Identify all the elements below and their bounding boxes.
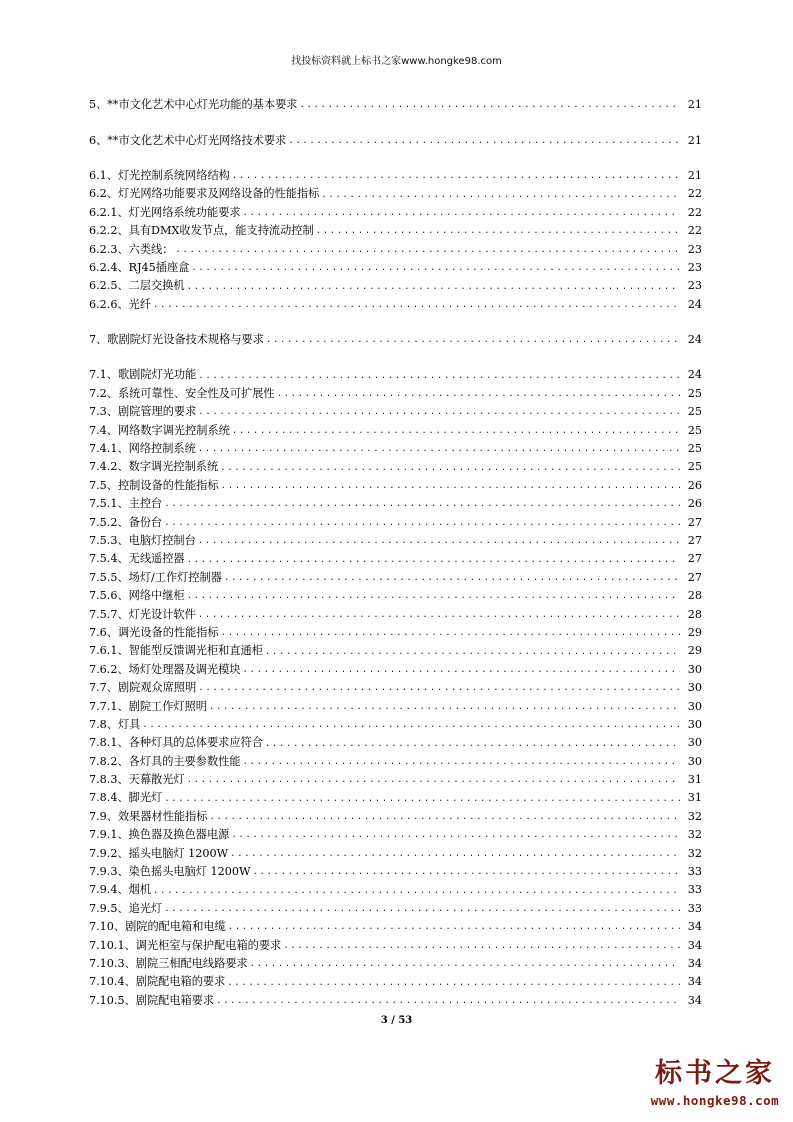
toc-entry[interactable] bbox=[89, 767, 702, 785]
toc-entry[interactable] bbox=[89, 163, 702, 181]
toc-entry[interactable] bbox=[89, 381, 702, 399]
toc-entry[interactable] bbox=[89, 749, 702, 767]
toc-entry[interactable] bbox=[89, 528, 702, 546]
toc-entry-title: 7.6、调光设备的性能指标 bbox=[89, 625, 219, 639]
toc-entry-title: 7.5.7、灯光设计软件 bbox=[89, 607, 196, 621]
toc-entry[interactable] bbox=[89, 951, 702, 969]
toc-entry[interactable] bbox=[89, 693, 702, 711]
toc-leader-dots bbox=[243, 666, 680, 675]
toc-leader-dots bbox=[198, 611, 680, 620]
toc-leader-dots bbox=[321, 191, 680, 200]
toc-entry-page: 33 bbox=[687, 901, 702, 915]
toc-leader-dots bbox=[153, 301, 680, 310]
toc-leader-dots bbox=[266, 336, 680, 345]
brand-watermark bbox=[640, 1060, 790, 1108]
toc-leader-dots bbox=[198, 537, 680, 546]
toc-entry[interactable] bbox=[89, 583, 702, 601]
toc-entry-page: 32 bbox=[687, 809, 702, 823]
toc-entry-title: 7.8.1、各种灯具的总体要求应符合 bbox=[89, 736, 263, 750]
toc-entry-page: 25 bbox=[687, 460, 702, 474]
toc-entry[interactable] bbox=[89, 181, 702, 199]
toc-entry-page: 21 bbox=[687, 168, 702, 182]
toc-leader-dots bbox=[232, 172, 680, 181]
table-of-contents bbox=[89, 92, 702, 1006]
toc-entry-title: 7.9.4、烟机 bbox=[89, 883, 152, 897]
toc-leader-dots bbox=[243, 758, 680, 767]
toc-entry-page: 33 bbox=[687, 865, 702, 879]
toc-entry-title: 7.5、控制设备的性能指标 bbox=[89, 478, 219, 492]
toc-entry-page: 26 bbox=[687, 497, 702, 511]
toc-entry-page: 34 bbox=[687, 938, 702, 952]
toc-entry-page: 21 bbox=[687, 98, 702, 112]
toc-entry[interactable] bbox=[89, 638, 702, 656]
toc-entry[interactable] bbox=[89, 969, 702, 987]
toc-entry-page: 32 bbox=[687, 828, 702, 842]
toc-entry[interactable] bbox=[89, 804, 702, 822]
toc-entry-page: 28 bbox=[687, 607, 702, 621]
toc-entry[interactable] bbox=[89, 273, 702, 291]
toc-entry-title: 7.4.1、网络控制系统 bbox=[89, 442, 196, 456]
toc-entry-page: 29 bbox=[687, 625, 702, 639]
toc-entry[interactable] bbox=[89, 712, 702, 730]
toc-leader-dots bbox=[243, 209, 680, 218]
toc-leader-dots bbox=[198, 445, 680, 454]
toc-entry-title: 7.6.1、智能型反馈调光柜和直通柜 bbox=[89, 644, 263, 658]
toc-leader-dots bbox=[220, 464, 680, 473]
toc-leader-dots bbox=[216, 997, 680, 1006]
toc-entry[interactable] bbox=[89, 932, 702, 950]
toc-entry[interactable] bbox=[89, 473, 702, 491]
toc-entry[interactable] bbox=[89, 218, 702, 236]
toc-leader-dots bbox=[187, 776, 680, 785]
toc-entry-title: 6.2.4、RJ45插座盒 bbox=[89, 260, 190, 274]
toc-leader-dots bbox=[164, 500, 680, 509]
toc-entry-page: 31 bbox=[687, 773, 702, 787]
toc-entry-title: 7.10.3、剧院三相配电线路要求 bbox=[89, 956, 248, 970]
toc-leader-dots bbox=[209, 703, 680, 712]
toc-leader-dots bbox=[228, 923, 680, 932]
toc-leader-dots bbox=[277, 390, 680, 399]
toc-entry-page: 30 bbox=[687, 736, 702, 750]
toc-entry-title: 7.10.4、剧院配电箱的要求 bbox=[89, 975, 226, 989]
toc-entry[interactable] bbox=[89, 620, 702, 638]
toc-entry[interactable] bbox=[89, 417, 702, 435]
toc-leader-dots bbox=[253, 868, 681, 877]
toc-entry-title: 7.2、系统可靠性、安全性及可扩展性 bbox=[89, 386, 275, 400]
toc-entry[interactable] bbox=[89, 255, 702, 273]
toc-entry-page: 31 bbox=[687, 791, 702, 805]
toc-entry-title: 7.5.3、电脑灯控制台 bbox=[89, 534, 196, 547]
toc-entry[interactable] bbox=[89, 546, 702, 564]
toc-leader-dots bbox=[191, 264, 680, 273]
toc-entry-page: 27 bbox=[687, 534, 702, 547]
toc-entry[interactable] bbox=[89, 896, 702, 914]
toc-entry-title: 7.9.5、追光灯 bbox=[89, 901, 163, 915]
toc-leader-dots bbox=[164, 905, 680, 914]
toc-entry-title: 7.6.2、场灯处理器及调光模块 bbox=[89, 662, 241, 676]
toc-entry-page: 34 bbox=[687, 993, 702, 1007]
toc-entry-title: 7.3、剧院管理的要求 bbox=[89, 405, 197, 419]
toc-entry-page: 30 bbox=[687, 662, 702, 676]
toc-leader-dots bbox=[187, 556, 680, 565]
toc-leader-dots bbox=[164, 795, 680, 804]
toc-entry-page: 27 bbox=[687, 552, 702, 566]
toc-leader-dots bbox=[153, 887, 680, 896]
toc-leader-dots bbox=[175, 246, 680, 255]
toc-leader-dots bbox=[288, 137, 680, 146]
toc-entry-page: 27 bbox=[687, 515, 702, 529]
toc-entry-page: 34 bbox=[687, 975, 702, 989]
toc-entry-title: 7.4.2、数字调光控制系统 bbox=[89, 460, 219, 474]
toc-entry-page: 23 bbox=[687, 242, 702, 256]
toc-entry-title: 7.5.4、无线遥控器 bbox=[89, 552, 185, 566]
toc-entry[interactable] bbox=[89, 200, 702, 218]
brand-url: www.hongke98.com bbox=[650, 1093, 780, 1108]
toc-entry-title: 7.5.6、网络中继柜 bbox=[89, 589, 185, 603]
toc-leader-dots bbox=[209, 813, 680, 822]
toc-entry-title: 7.9.2、摇头电脑灯 1200W bbox=[89, 846, 229, 860]
toc-entry[interactable] bbox=[89, 730, 702, 748]
toc-entry[interactable] bbox=[89, 399, 702, 417]
toc-entry[interactable] bbox=[89, 914, 702, 932]
toc-leader-dots bbox=[224, 574, 680, 583]
toc-entry-page: 24 bbox=[687, 368, 702, 382]
toc-entry-page: 24 bbox=[687, 297, 702, 311]
toc-entry-page: 27 bbox=[687, 570, 702, 584]
toc-entry[interactable] bbox=[89, 362, 702, 380]
toc-entry-title: 7.7、剧院观众席照明 bbox=[89, 681, 197, 695]
toc-entry-title: 6.2.6、光纤 bbox=[89, 297, 152, 311]
toc-entry[interactable] bbox=[89, 127, 702, 145]
toc-leader-dots bbox=[198, 408, 680, 417]
toc-entry-title: 7.5.5、场灯/工作灯控制器 bbox=[89, 570, 222, 584]
toc-entry[interactable] bbox=[89, 988, 702, 1006]
toc-entry-title: 7.10.1、调光柜室与保护配电箱的要求 bbox=[89, 938, 282, 952]
toc-entry-page: 30 bbox=[687, 754, 702, 768]
toc-leader-dots bbox=[164, 519, 680, 528]
toc-entry-page: 23 bbox=[687, 279, 702, 293]
toc-entry[interactable] bbox=[89, 436, 702, 454]
toc-entry-title: 7.9.3、染色摇头电脑灯 1200W bbox=[89, 865, 251, 879]
toc-entry-page: 25 bbox=[687, 386, 702, 400]
toc-entry-page: 21 bbox=[687, 133, 702, 147]
toc-entry-page: 22 bbox=[687, 224, 702, 238]
toc-entry[interactable] bbox=[89, 859, 702, 877]
toc-leader-dots bbox=[283, 942, 680, 951]
toc-entry-title: 7.10、剧院的配电箱和电缆 bbox=[89, 920, 226, 934]
toc-entry-title: 7.8.4、脚光灯 bbox=[89, 791, 163, 805]
toc-leader-dots bbox=[198, 372, 680, 381]
toc-entry-title: 7.8.2、各灯具的主要参数性能 bbox=[89, 754, 241, 768]
toc-entry[interactable] bbox=[89, 292, 702, 310]
toc-entry-page: 22 bbox=[687, 187, 702, 201]
toc-leader-dots bbox=[198, 684, 680, 693]
toc-entry-title: 7.5.1、主控台 bbox=[89, 497, 163, 511]
toc-entry-title: 7.4、网络数字调光控制系统 bbox=[89, 423, 230, 437]
toc-entry-page: 23 bbox=[687, 260, 702, 274]
toc-entry-page: 22 bbox=[687, 205, 702, 219]
toc-entry-page: 34 bbox=[687, 956, 702, 970]
toc-entry[interactable] bbox=[89, 601, 702, 619]
toc-entry-title: 6.1、灯光控制系统网络结构 bbox=[89, 168, 230, 182]
toc-entry[interactable] bbox=[89, 657, 702, 675]
toc-entry[interactable] bbox=[89, 565, 702, 583]
toc-entry[interactable] bbox=[89, 785, 702, 803]
toc-entry[interactable] bbox=[89, 236, 702, 254]
toc-entry-title: 6.2、灯光网络功能要求及网络设备的性能指标 bbox=[89, 187, 320, 201]
page-number: 3 / 53 bbox=[380, 1015, 413, 1026]
toc-leader-dots bbox=[230, 850, 680, 859]
toc-entry-page: 29 bbox=[687, 644, 702, 658]
toc-entry-title: 7.9.1、换色器及换色器电源 bbox=[89, 828, 230, 842]
toc-entry[interactable] bbox=[89, 822, 702, 840]
toc-entry-page: 34 bbox=[687, 920, 702, 934]
toc-entry-title: 7.7.1、剧院工作灯照明 bbox=[89, 699, 207, 713]
toc-entry-page: 28 bbox=[687, 589, 702, 603]
toc-entry-title: 6.2.2、具有DMX收发节点，能支持流动控制 bbox=[89, 224, 314, 238]
toc-entry-title: 6、**市文化艺术中心灯光网络技术要求 bbox=[89, 133, 287, 147]
toc-leader-dots bbox=[265, 740, 680, 749]
toc-leader-dots bbox=[187, 592, 680, 601]
toc-entry[interactable] bbox=[89, 675, 702, 693]
toc-entry-title: 6.2.5、二层交换机 bbox=[89, 279, 185, 293]
toc-leader-dots bbox=[221, 482, 680, 491]
toc-leader-dots bbox=[316, 227, 680, 236]
toc-entry-title: 7.10.5、剧院配电箱要求 bbox=[89, 993, 215, 1007]
toc-entry-title: 7.9、效果器材性能指标 bbox=[89, 809, 208, 823]
toc-entry-page: 25 bbox=[687, 405, 702, 419]
toc-entry-title: 6.2.3、六类线： bbox=[89, 242, 174, 256]
toc-leader-dots bbox=[250, 960, 680, 969]
toc-entry[interactable] bbox=[89, 454, 702, 472]
toc-entry-page: 30 bbox=[687, 717, 702, 731]
page-header: 找投标资料就上标书之家www.hongke98.com bbox=[291, 56, 502, 67]
toc-leader-dots bbox=[231, 831, 680, 840]
toc-entry-title: 6.2.1、灯光网络系统功能要求 bbox=[89, 205, 241, 219]
toc-entry-title: 7.8.3、天幕散光灯 bbox=[89, 773, 185, 787]
toc-leader-dots bbox=[265, 648, 680, 657]
toc-leader-dots bbox=[232, 427, 680, 436]
brand-logo-text: 标书之家 bbox=[655, 1058, 775, 1089]
toc-entry[interactable] bbox=[89, 92, 702, 110]
toc-entry-title: 7、歌剧院灯光设备技术规格与要求 bbox=[89, 333, 264, 347]
toc-entry-title: 5、**市文化艺术中心灯光功能的基本要求 bbox=[89, 98, 298, 112]
toc-leader-dots bbox=[221, 629, 680, 638]
toc-entry-page: 26 bbox=[687, 478, 702, 492]
toc-entry[interactable] bbox=[89, 509, 702, 527]
toc-entry-title: 7.1、歌剧院灯光功能 bbox=[89, 368, 197, 382]
toc-leader-dots bbox=[142, 721, 680, 730]
toc-entry[interactable] bbox=[89, 840, 702, 858]
toc-entry-title: 7.8、灯具 bbox=[89, 717, 141, 731]
toc-entry-page: 24 bbox=[687, 333, 702, 347]
toc-entry[interactable] bbox=[89, 491, 702, 509]
toc-entry[interactable] bbox=[89, 327, 702, 345]
toc-entry-page: 25 bbox=[687, 442, 702, 456]
toc-entry[interactable] bbox=[89, 877, 702, 895]
toc-leader-dots bbox=[187, 283, 680, 292]
toc-leader-dots bbox=[227, 979, 680, 988]
toc-entry-page: 32 bbox=[687, 846, 702, 860]
toc-entry-page: 30 bbox=[687, 681, 702, 695]
toc-entry-title: 7.5.2、备份台 bbox=[89, 515, 163, 529]
toc-entry-page: 30 bbox=[687, 699, 702, 713]
toc-leader-dots bbox=[300, 101, 681, 110]
toc-entry-page: 33 bbox=[687, 883, 702, 897]
toc-entry-page: 25 bbox=[687, 423, 702, 437]
